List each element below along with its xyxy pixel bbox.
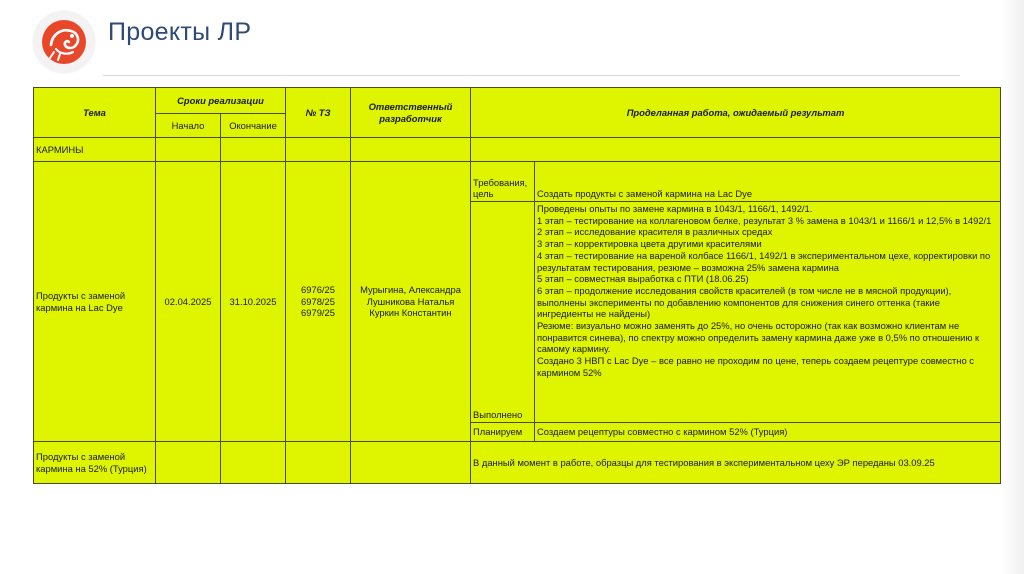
done-line: Создано 3 НВП с Lac Dye – все равно не проходим по цене, теперь создаем рецептуре совместно с кармином 52%	[537, 355, 974, 378]
plan-label: Планируем	[471, 423, 535, 442]
header-developer: Ответственный разработчик	[351, 88, 471, 138]
row1-end: 31.10.2025	[221, 162, 286, 442]
tz-number: 6976/25	[301, 283, 335, 295]
header-period: Сроки реализации	[156, 88, 286, 114]
header-end: Окончание	[221, 114, 286, 138]
done-line: 2 этап – исследование красителя в различных средах	[537, 226, 773, 238]
section-title: КАРМИНЫ	[34, 138, 156, 162]
tz-number: 6979/25	[301, 307, 335, 319]
done-line: 6 этап – продолжение исследования свойств красителей (в том числе не в мясной продукции), выполнены эксперименты по добавлению компонентов для снижения синего оттенка (такие ингредиенты не найдены)	[537, 284, 952, 320]
header-topic: Тема	[34, 88, 156, 138]
row1-start: 02.04.2025	[156, 162, 221, 442]
chameleon-logo-icon	[34, 12, 94, 72]
done-line: Проведены опыты по замене кармина в 1043/1, 1166/1, 1492/1.	[537, 203, 813, 214]
section-row	[34, 138, 1001, 162]
done-line: 5 этап – совместная выработка с ПТИ (18.06.25)	[537, 273, 749, 285]
developer-name: Куркин Константин	[369, 307, 452, 319]
table-row	[34, 162, 1001, 202]
done-line: Резюме: визуально можно заменять до 25%, но очень осторожно (так как возможно клиентам не понравится синева), по спектру можно определить замену кармина даже уже в 0,5% по отношению к самому кармину.	[537, 320, 980, 355]
row1-topic: Продукты с заменой кармина на Lac Dye	[34, 162, 156, 442]
header-row	[34, 88, 1001, 114]
header-start: Начало	[156, 114, 221, 138]
plan-text: Создаем рецептуры совместно с кармином 52% (Турция)	[535, 423, 1001, 442]
done-line: 4 этап – тестирование на вареной колбасе 1166/1, 1492/1 в экспериментальном цехе, корректировки по результатам тестирования, резюме – возможна 25% замена кармина	[537, 249, 991, 273]
done-details	[535, 202, 1001, 423]
header-tz: № ТЗ	[286, 88, 351, 138]
row2-work: В данный момент в работе, образцы для тестирования в экспериментальном цеху ЭР переданы 03.09.25	[471, 442, 1001, 484]
header-work: Проделанная работа, ожидаемый результат	[471, 88, 1001, 138]
done-label: Выполнено	[471, 202, 535, 423]
tz-number: 6978/25	[301, 295, 335, 307]
requirements-text: Создать продукты с заменой кармина на Lac Dye	[535, 162, 1001, 202]
projects-table	[33, 87, 1001, 484]
done-line: 1 этап – тестирование на коллагеновом белке, результат 3 % замена в 1043/1 и 1166/1 и 12,5% в 1492/1	[537, 214, 992, 226]
page-title: Проекты ЛР	[108, 18, 252, 46]
title-divider	[103, 75, 960, 76]
slide-edge	[1002, 0, 1024, 574]
requirements-label: Требования, цель	[471, 162, 535, 202]
row1-developers	[351, 162, 471, 442]
row2-topic: Продукты с заменой кармина на 52% (Турция)	[34, 442, 156, 484]
developer-name: Мурыгина, Александра	[360, 283, 461, 295]
developer-name: Лушникова Наталья	[366, 295, 455, 307]
company-logo	[34, 12, 94, 72]
done-line: 3 этап – корректировка цвета другими красителями	[537, 238, 762, 250]
table-row	[34, 442, 1001, 484]
row1-tz	[286, 162, 351, 442]
